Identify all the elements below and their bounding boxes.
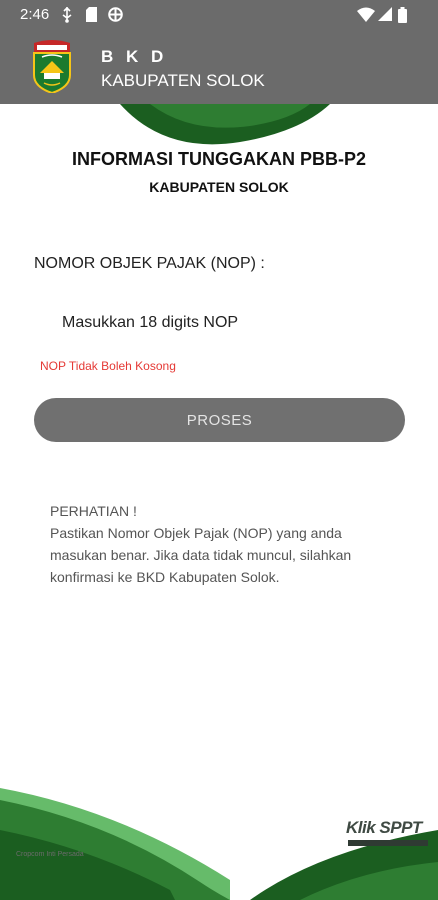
battery-icon xyxy=(398,7,407,23)
signal-icon xyxy=(378,7,392,21)
status-bar xyxy=(0,0,438,30)
kabupaten-solok-logo xyxy=(30,39,74,93)
wifi-icon xyxy=(357,7,375,22)
notice-panel xyxy=(50,500,400,588)
vpn-icon xyxy=(108,7,123,22)
nop-input[interactable] xyxy=(62,310,402,336)
klik-sppt-text: Klik SPPT xyxy=(346,818,422,837)
app-bar xyxy=(0,30,438,104)
klik-sppt-logo xyxy=(346,818,432,852)
status-time: 2:46 xyxy=(20,6,50,23)
nop-label: NOMOR OBJEK PAJAK (NOP) : xyxy=(34,255,265,272)
page-title: INFORMASI TUNGGAKAN PBB-P2 xyxy=(71,149,366,169)
notice-body: Pastikan Nomor Objek Pajak (NOP) yang anda masukan benar. Jika data tidak muncul, silahkan konfirmasi ke BKD Kabupaten Solok. xyxy=(50,525,352,585)
copyright-text: Cropcom Inti Persada xyxy=(16,851,84,858)
usb-icon xyxy=(62,7,72,23)
nop-error-message: NOP Tidak Boleh Kosong xyxy=(40,359,176,373)
app-title: B K D xyxy=(101,47,168,66)
klik-sppt-underline xyxy=(348,840,428,846)
notice-title: PERHATIAN ! xyxy=(50,503,137,519)
page-subtitle: KABUPATEN SOLOK xyxy=(149,179,289,195)
sd-card-icon xyxy=(86,7,97,22)
proses-button[interactable]: PROSES xyxy=(34,398,405,442)
app-subtitle: KABUPATEN SOLOK xyxy=(101,71,265,90)
